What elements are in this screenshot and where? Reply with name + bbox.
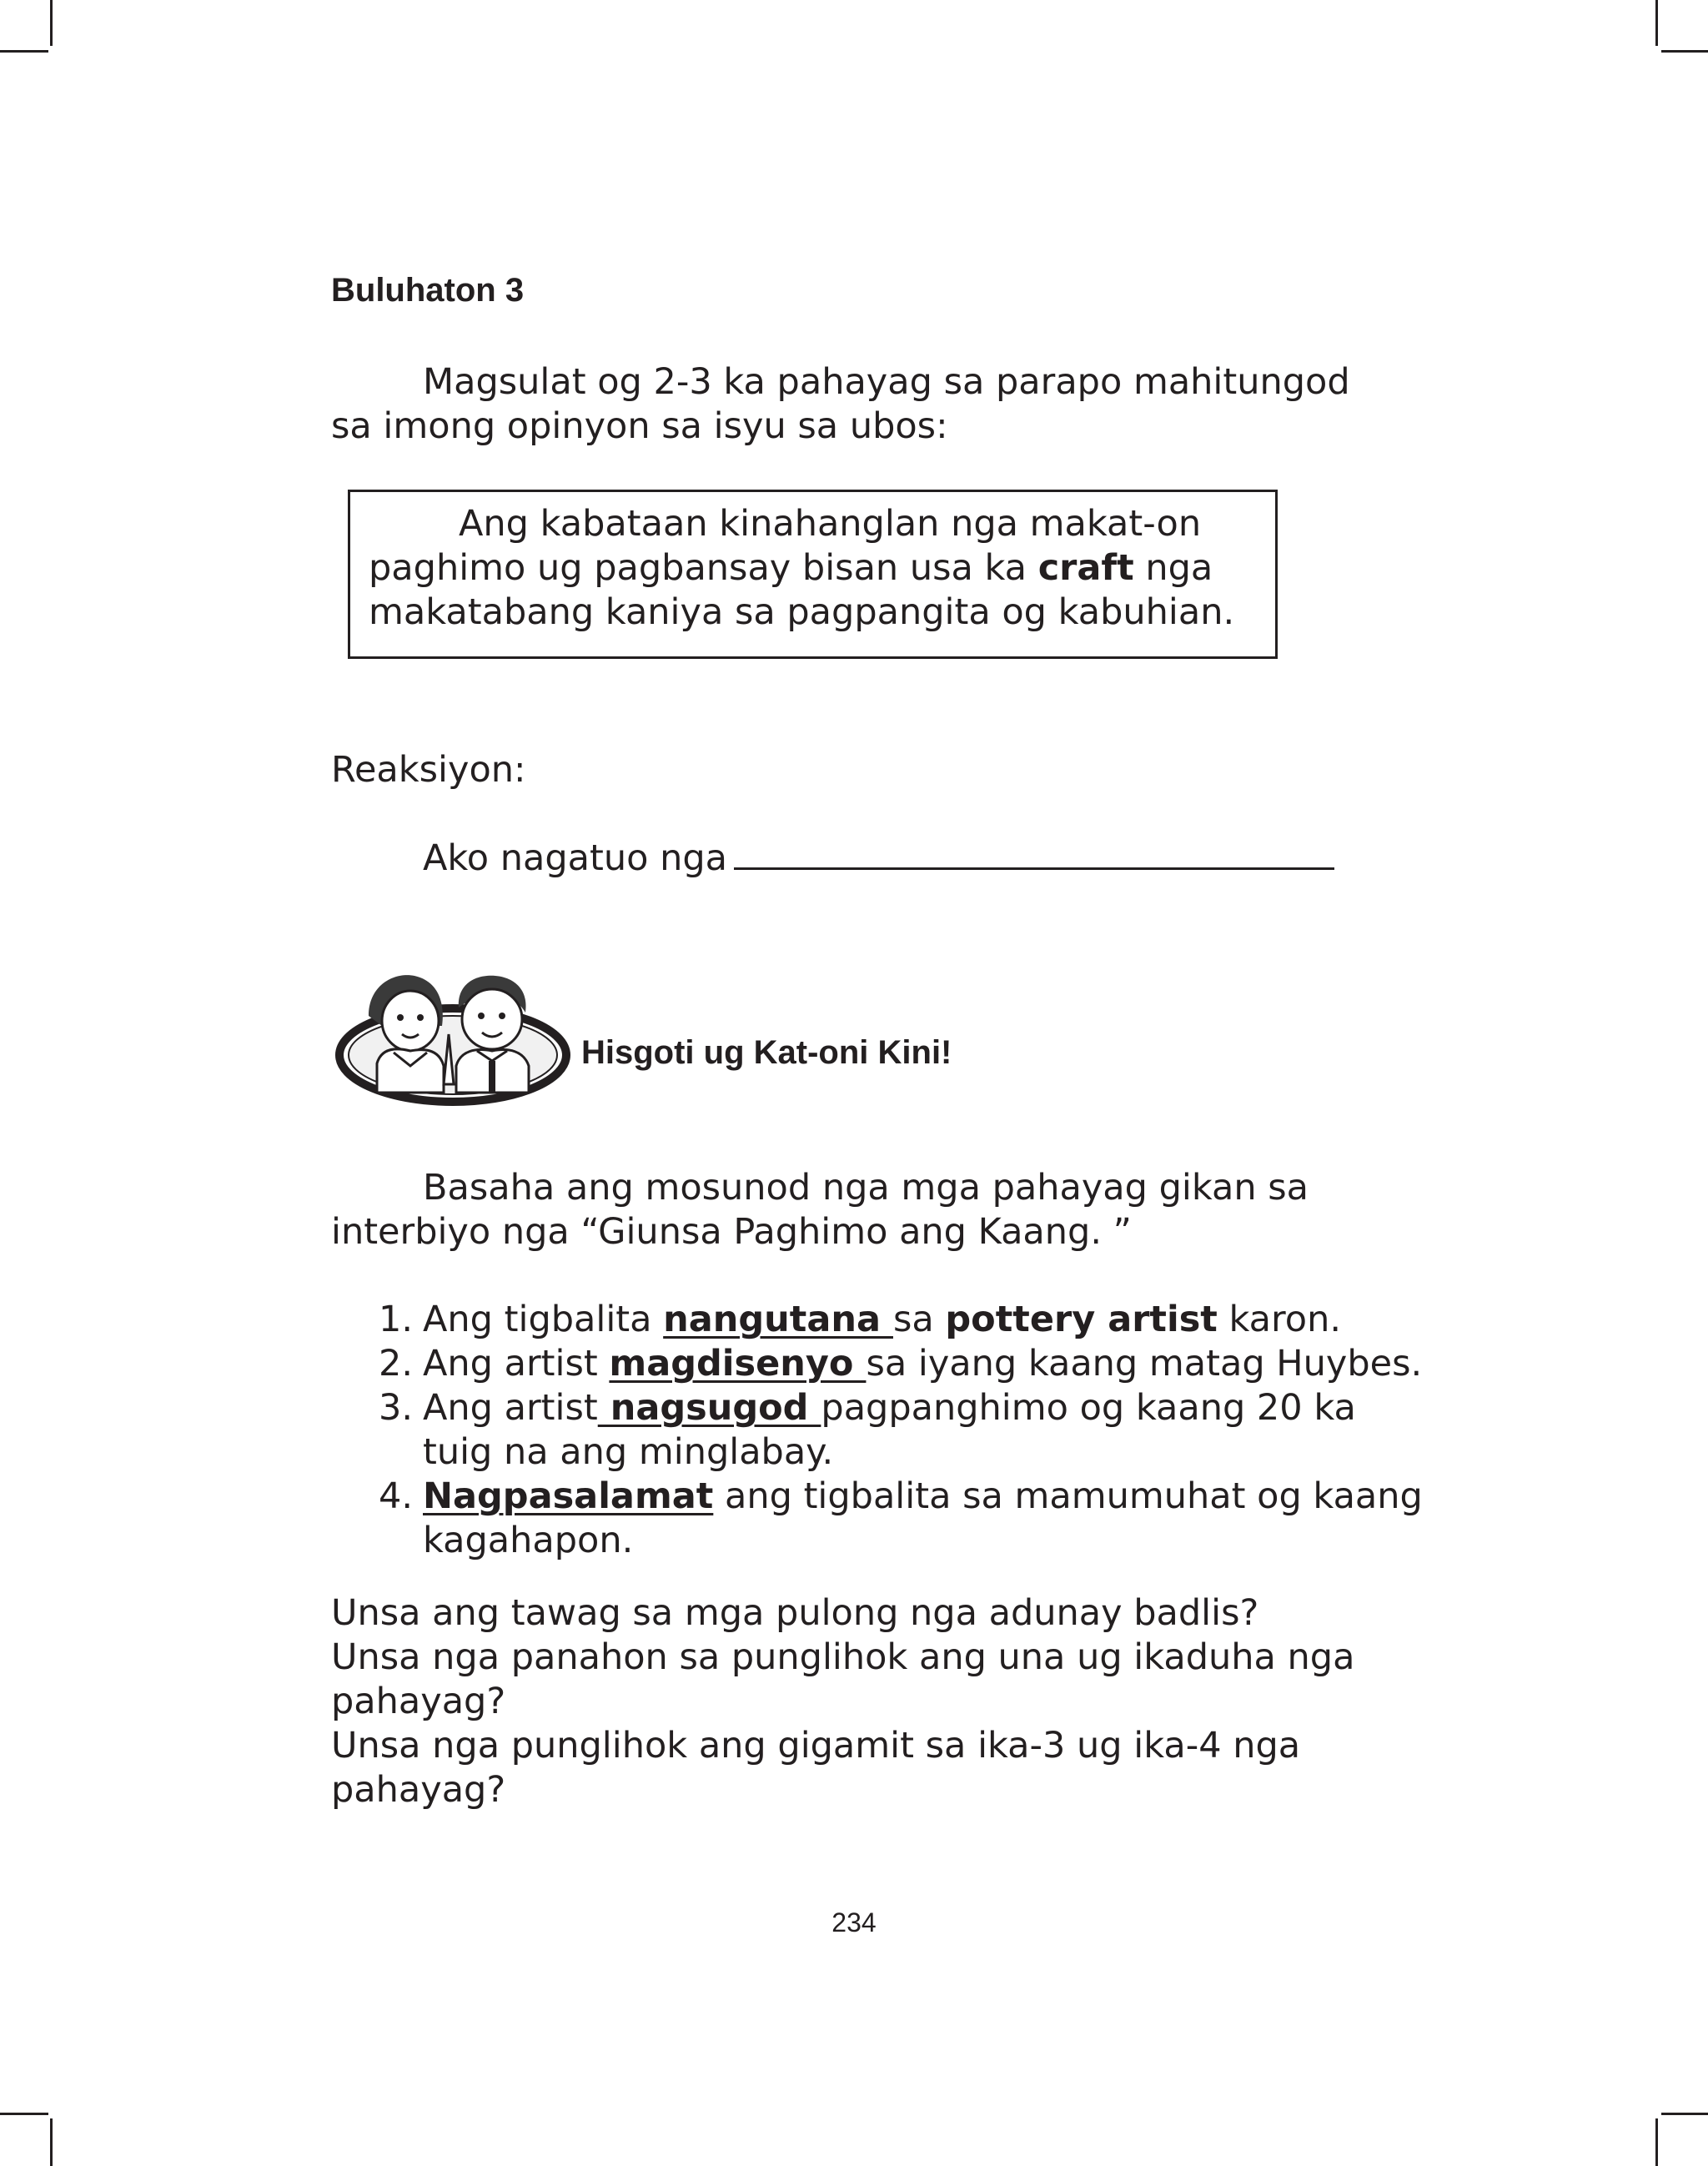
list-number: 1. [378, 1299, 413, 1340]
issue-text: nga [1133, 547, 1213, 589]
list-number: 4. [378, 1475, 413, 1517]
crop-mark [0, 50, 48, 53]
list-number: 2. [378, 1343, 413, 1385]
answer-blank[interactable] [734, 836, 1334, 870]
issue-box [348, 490, 1278, 659]
reaction-label: Reaksiyon: [331, 749, 526, 791]
item-text: Ang artist [423, 1343, 610, 1385]
issue-line: makatabang kaniya sa pagpangita og kabuhian. [369, 591, 1235, 633]
item-text: ang tigbalita sa mamumuhat og kaang [713, 1475, 1423, 1517]
item-text: Ang tigbalita [423, 1299, 664, 1340]
underlined-word: Nagpasalamat [423, 1475, 714, 1517]
issue-line [369, 546, 1213, 590]
list-item [366, 1342, 1422, 1386]
crop-mark [1655, 0, 1658, 46]
issue-text: paghimo ug pagbansay bisan usa ka [369, 547, 1038, 589]
instruction-line: sa imong opinyon sa isyu sa ubos: [331, 405, 948, 447]
list-item-continuation: tuig na ang minglabay. [423, 1431, 834, 1473]
crop-mark [1655, 2118, 1658, 2166]
instruction-line: Magsulat og 2-3 ka pahayag sa parapo mahitungod [423, 361, 1350, 403]
underlined-word: magdisenyo [609, 1343, 867, 1385]
crop-mark [50, 0, 53, 46]
section-title: Hisgoti ug Kat-oni Kini! [581, 1034, 952, 1071]
reaction-prompt [423, 836, 1334, 881]
issue-keyword: craft [1037, 547, 1134, 589]
read-instruction: Basaha ang mosunod nga mga pahayag gikan sa [423, 1167, 1309, 1209]
crop-mark [1661, 50, 1708, 53]
list-item [366, 1298, 1341, 1342]
item-text: sa iyang kaang matag Huybes. [866, 1343, 1423, 1385]
question: Unsa ang tawag sa mga pulong nga adunay badlis? [331, 1592, 1259, 1634]
underlined-word: nangutana [663, 1299, 893, 1340]
issue-line: Ang kabataan kinahanglan nga makat-on [459, 503, 1202, 545]
question: Unsa nga panahon sa punglihok ang una ug ikaduha nga [331, 1636, 1355, 1678]
list-item-continuation: kagahapon. [423, 1520, 634, 1561]
question: Unsa nga punglihok ang gigamit sa ika-3 ug ika-4 nga [331, 1725, 1301, 1766]
read-instruction: interbiyo nga “Giunsa Paghimo ang Kaang. ” [331, 1211, 1132, 1253]
children-illustration-icon [335, 967, 570, 1109]
task-title: Buluhaton 3 [331, 272, 525, 309]
reaction-prompt-text: Ako nagatuo nga [423, 837, 727, 879]
crop-mark [0, 2113, 48, 2115]
question: pahayag? [331, 1681, 506, 1722]
crop-mark [50, 2118, 53, 2166]
page-number: 234 [831, 1907, 877, 1937]
question: pahayag? [331, 1769, 506, 1811]
item-text: Ang artist [423, 1387, 598, 1429]
bold-term: pottery artist [945, 1299, 1218, 1340]
item-text: karon. [1217, 1299, 1341, 1340]
item-text: sa [892, 1299, 946, 1340]
list-item [366, 1475, 1423, 1519]
list-item [366, 1386, 1356, 1430]
underlined-word: nagsugod [597, 1387, 821, 1429]
crop-mark [1661, 2113, 1708, 2115]
list-number: 3. [378, 1387, 413, 1429]
item-text: pagpanghimo og kaang 20 ka [821, 1387, 1356, 1429]
